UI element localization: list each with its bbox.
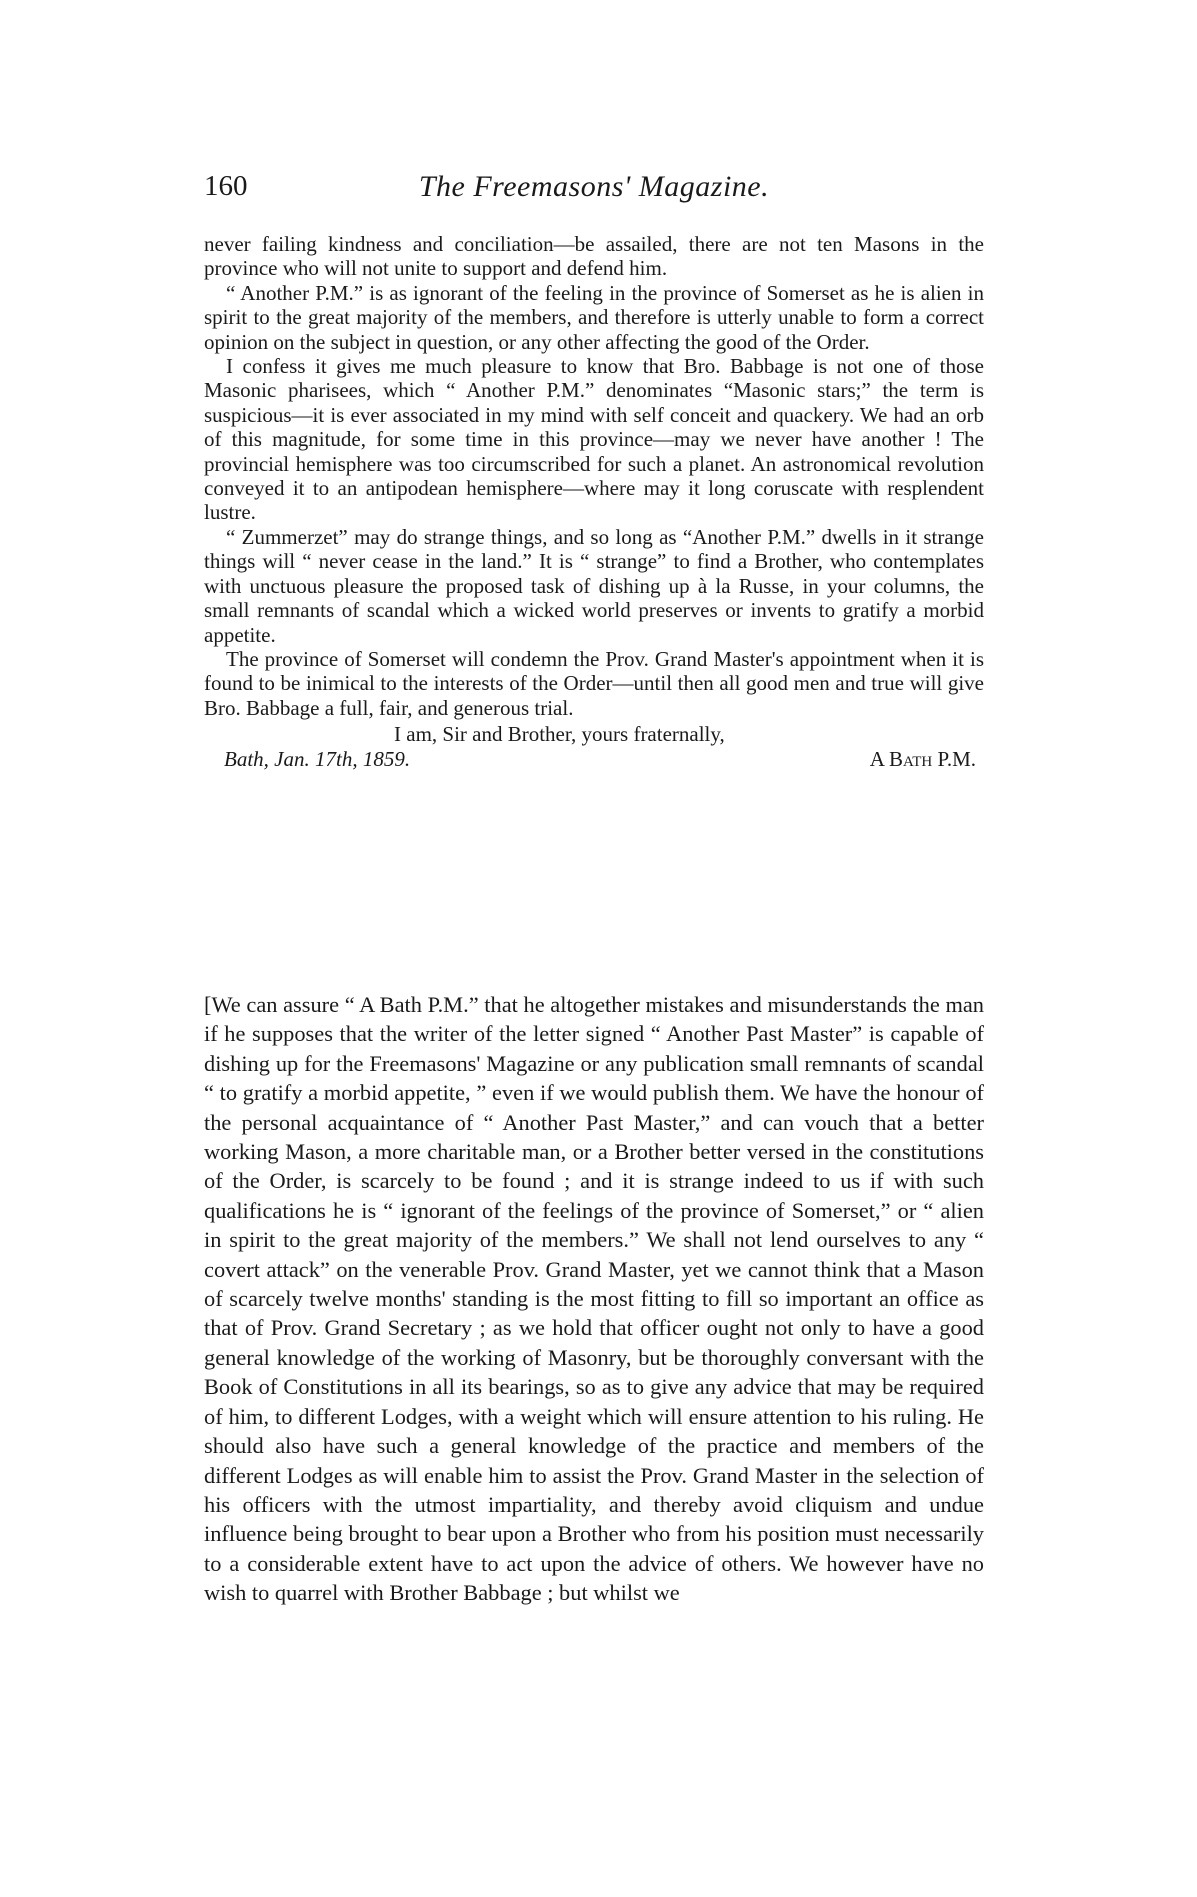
editor-note-text: [We can assure “ A Bath P.M.” that he altogether mistakes and misunderstands the man if he supposes that the writer of the letter signed “ Another Past Master” is capable of dishing up for the Freemasons' Magazine or any publication small remnants of scandal “ to gratify a morbid appetite, ” even if we would publish them. We have the honour of the personal acquaintance of “ Another Past Master,” and can vouch that a better working Mason, a more charitable man, or a Brother better versed in the constitutions of the Order, is scarcely to be found ; and it is strange indeed to us if with such qualifications he is “ ignorant of the feelings of the province of Somerset,” or “ alien in spirit to the great majority of the members.” We shall not lend ourselves to any “ covert attack” on the venerable Prov. Grand Master, yet we cannot think that a Mason of scarcely twelve months' standing is the most fitting to fill so important an office as that of Prov. Grand Secretary ; as we hold that officer ought not only to have a good general knowledge of the working of Masonry, but be thoroughly conversant with the Book of Constitutions in all its bearings, so as to give any advice that may be required of him, to different Lodges, with a weight which will ensure attention to his ruling. He should also have such a general knowledge of the practice and members of the different Lodges as will enable him to assist the Prov. Grand Master in the selection of his officers with the utmost impartiality, and thereby avoid cliquism and undue influence being brought to bear upon a Brother who from his position must necessarily to a considerable extent have to act upon the advice of others. We however have no wish to quarrel with Brother Babbage ; but whilst we: [204, 992, 984, 1606]
signature-line: [204, 747, 984, 772]
letter-signoff: [204, 722, 984, 772]
letter-paragraph: I confess it gives me much pleasure to know that Bro. Babbage is not one of those Masonic pharisees, which “ Another P.M.” denominates “Masonic stars;” the term is suspicious—it is ever associated in my mind with self conceit and quackery. We had an orb of this magnitude, for some time in this province—may we never have another ! The provincial hemisphere was too circumscribed for such a planet. An astronomical revolution conveyed it to an antipodean hemisphere—where may it long coruscate with resplendent lustre.: [204, 354, 984, 525]
letter-paragraph: “ Zummerzet” may do strange things, and so long as “Another P.M.” dwells in it strange things will “ never cease in the land.” It is “ strange” to find a Brother, who contemplates with unctuous pleasure the proposed task of dishing up à la Russe, in your columns, the small remnants of scandal which a wicked world preserves or invents to gratify a morbid appetite.: [204, 524, 984, 647]
editor-note: [204, 990, 984, 1608]
closing-line: I am, Sir and Brother, yours fraternally,: [394, 722, 725, 747]
letter-paragraph: The province of Somerset will condemn the Prov. Grand Master's appointment when it is found to be inimical to the interests of the Order—until then all good men and true will give Bro. Babbage a full, fair, and generous trial.: [204, 646, 984, 720]
letter-body: [204, 232, 984, 772]
page-number: 160: [204, 170, 248, 202]
place-date: Bath, Jan. 17th, 1859.: [224, 747, 411, 772]
running-title: The Freemasons' Magazine.: [418, 170, 770, 203]
letter-paragraph: “ Another P.M.” is as ignorant of the feeling in the province of Somerset as he is alien in spirit to the great majority of the members, and therefore is utterly unable to form a correct opinion on the subject in question, or any other affecting the good of the Order.: [204, 280, 984, 354]
letter-paragraph: never failing kindness and conciliation—be assailed, there are not ten Masons in the province who will not unite to support and defend him.: [204, 232, 984, 281]
signature: A Bath P.M.: [869, 747, 976, 772]
page-header: [204, 170, 984, 220]
